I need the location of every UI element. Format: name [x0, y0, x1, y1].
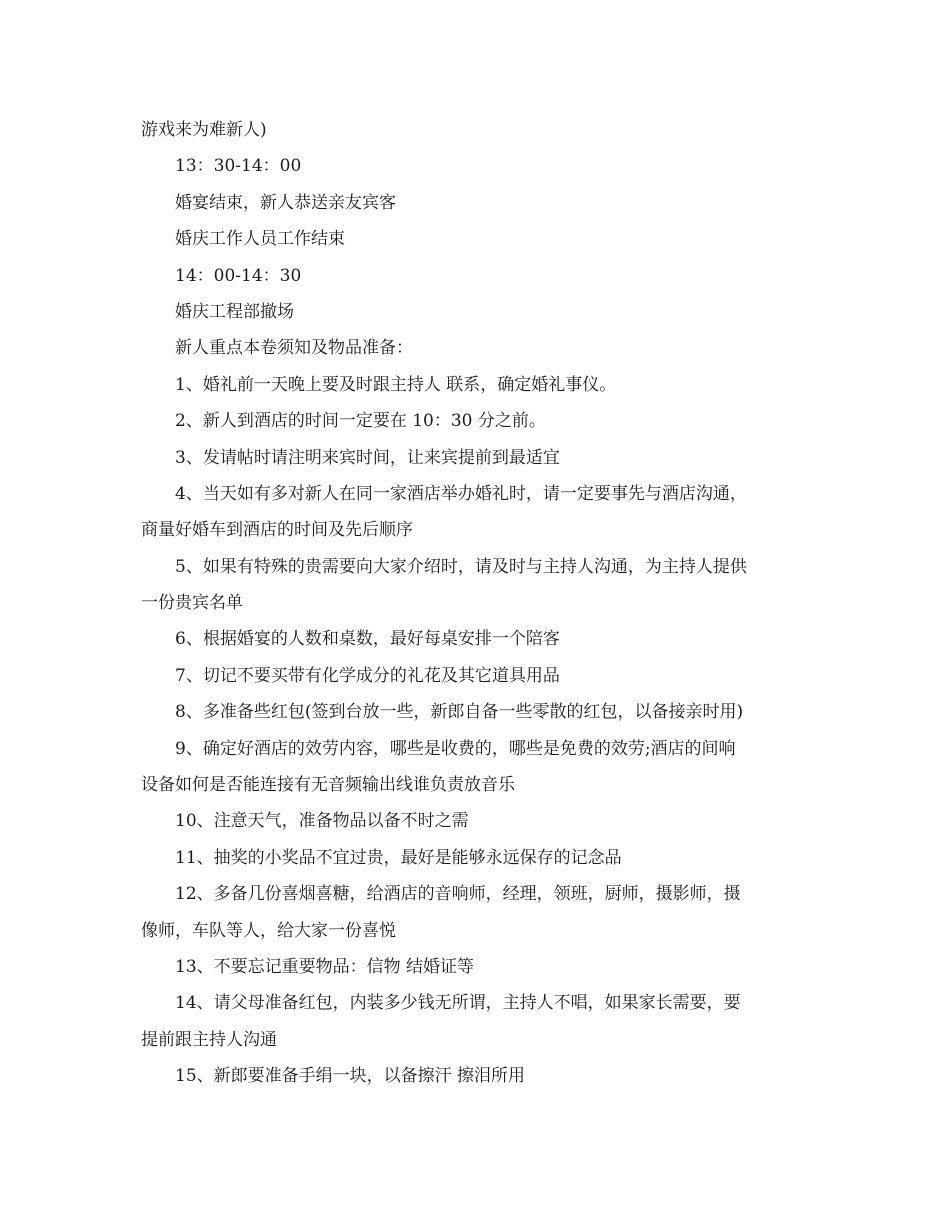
list-item-continuation: 像师，车队等人，给大家一份喜悦 [141, 920, 396, 941]
list-item-continuation: 设备如何是否能连接有无音频输出线谁负责放音乐 [141, 775, 515, 796]
list-item: 6、根据婚宴的人数和桌数，最好每桌安排一个陪客 [175, 629, 560, 650]
text-line: 14：00-14：30 [175, 265, 302, 286]
text-line: 婚庆工程部撤场 [175, 301, 294, 322]
list-item-continuation: 商量好婚车到酒店的时间及先后顺序 [141, 520, 413, 541]
list-item: 13、不要忘记重要物品：信物 结婚证等 [175, 956, 475, 977]
list-item: 7、切记不要买带有化学成分的礼花及其它道具用品 [175, 665, 560, 686]
list-item: 15、新郎要准备手绢一块，以备擦汗 擦泪所用 [175, 1066, 526, 1087]
text-line: 游戏来为难新人) [141, 120, 267, 140]
list-item: 5、如果有特殊的贵需要向大家介绍时，请及时与主持人沟通，为主持人提供 [175, 556, 747, 577]
list-item: 2、新人到酒店的时间一定要在 10：30 分之前。 [175, 411, 546, 432]
list-item: 3、发请帖时请注明来宾时间，让来宾提前到最适宜 [175, 447, 560, 468]
text-line: 婚宴结束，新人恭送亲友宾客 [175, 192, 396, 213]
list-item: 8、多准备些红包(签到台放一些，新郎自备一些零散的红包，以备接亲时用) [175, 702, 744, 723]
list-item-continuation: 提前跟主持人沟通 [141, 1029, 277, 1050]
list-item: 9、确定好酒店的效劳内容，哪些是收费的，哪些是免费的效劳;酒店的间响 [175, 738, 736, 759]
list-item-continuation: 一份贵宾名单 [141, 593, 243, 614]
list-item: 1、婚礼前一天晚上要及时跟主持人 联系，确定婚礼事仪。 [175, 374, 617, 395]
list-item: 11、抽奖的小奖品不宜过贵，最好是能够永远保存的记念品 [175, 847, 622, 868]
document-page [141, 112, 811, 1095]
list-item: 12、多备几份喜烟喜糖，给酒店的音响师，经理，领班，厨师，摄影师，摄 [175, 884, 741, 905]
list-item: 4、当天如有多对新人在同一家酒店举办婚礼时，请一定要事先与酒店沟通， [175, 483, 747, 504]
text-line: 婚庆工作人员工作结束 [175, 229, 345, 250]
list-item: 14、请父母准备红包，内装多少钱无所谓，主持人不唱，如果家长需要，要 [175, 993, 741, 1014]
text-line: 13：30-14：00 [175, 156, 302, 177]
list-item: 10、注意天气，准备物品以备不时之需 [175, 811, 469, 832]
section-heading: 新人重点本卷须知及物品准备： [175, 338, 413, 359]
